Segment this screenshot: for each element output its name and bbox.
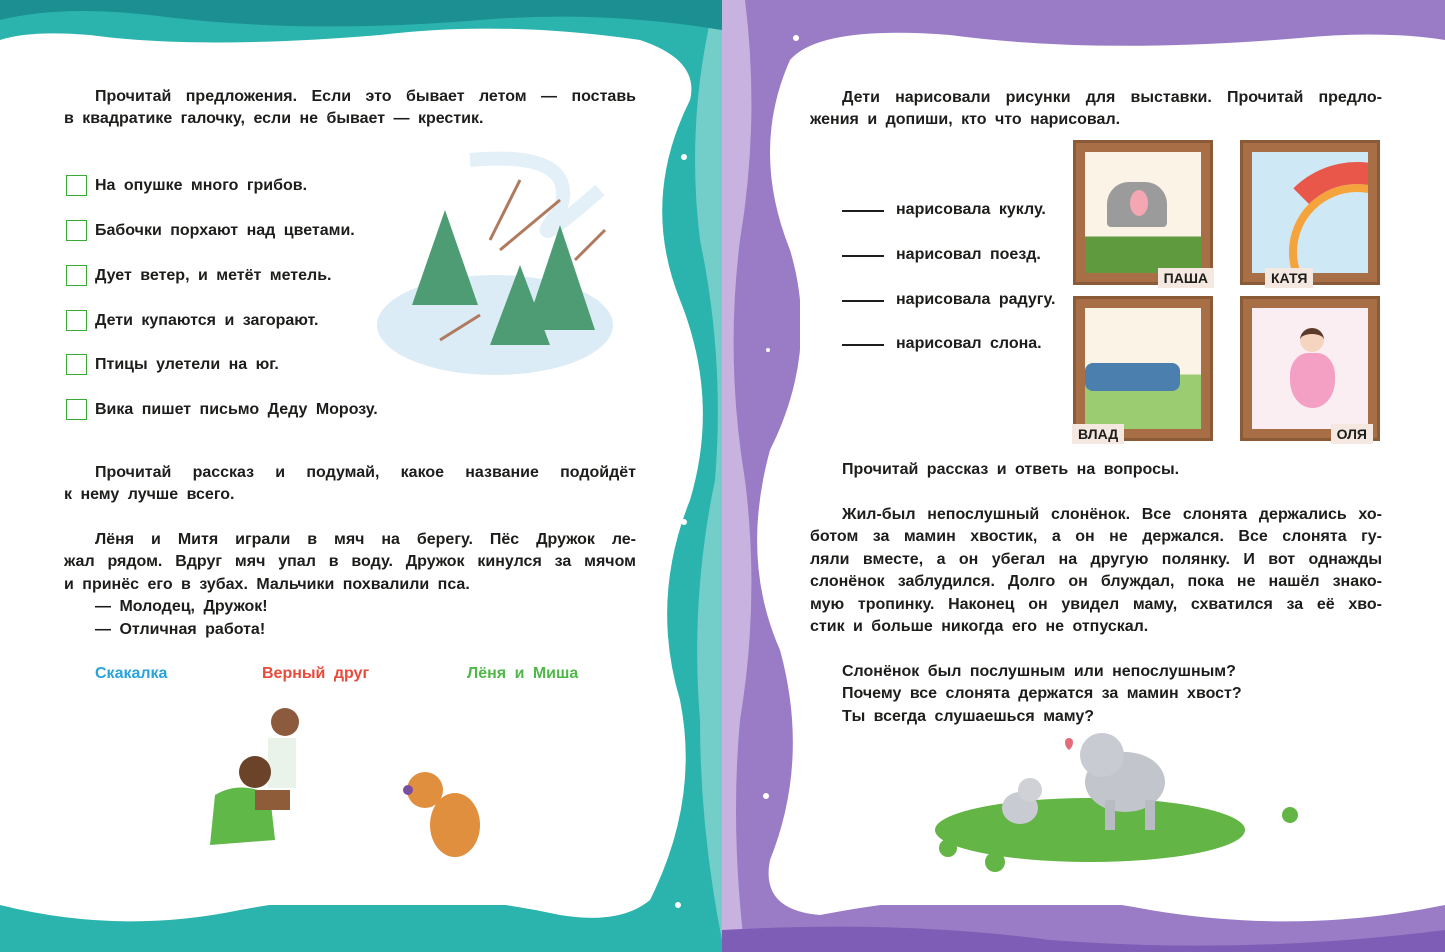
dialog-line: — Отличная работа!	[95, 621, 266, 638]
answer-blank[interactable]	[842, 344, 884, 346]
answer-blank[interactable]	[842, 210, 884, 212]
checkbox-6[interactable]	[66, 399, 87, 420]
sentence-text: нарисовал поезд.	[896, 246, 1041, 263]
statement-3: Дует ветер, и метёт метель.	[95, 267, 332, 284]
checkbox-5[interactable]	[66, 354, 87, 375]
title-option-skakalka[interactable]: Скакалка	[95, 665, 168, 682]
dialog-line: — Молодец, Дружок!	[95, 598, 268, 615]
title-option-lenya-i-misha[interactable]: Лёня и Миша	[467, 665, 579, 682]
picture-frame-rainbow	[1240, 140, 1380, 285]
sentence-text: нарисовал слона.	[896, 335, 1042, 352]
statement-4: Дети купаются и загорают.	[95, 312, 319, 329]
task1-instruction-line: в квадратике галочку, если не бывает — крестик.	[64, 110, 484, 127]
fill-in-sentence-3[interactable]	[842, 289, 1055, 311]
story-line: Лёня и Митя играли в мяч на берегу. Пёс Дружок ле-	[95, 531, 636, 548]
picture-frame-train	[1073, 296, 1213, 441]
statement-2: Бабочки порхают над цветами.	[95, 222, 355, 239]
fill-in-sentence-1[interactable]	[842, 199, 1046, 221]
checkbox-2[interactable]	[66, 220, 87, 241]
fill-in-sentence-2[interactable]	[842, 244, 1041, 266]
picture-label: КАТЯ	[1265, 268, 1313, 288]
task3-instruction-line: Дети нарисовали рисунки для выставки. Прочитай предло-	[842, 89, 1382, 106]
task4-title: Прочитай рассказ и ответь на вопросы.	[842, 461, 1180, 478]
statement-5: Птицы улетели на юг.	[95, 356, 279, 373]
task3-instruction-line: жения и допиши, кто что нарисовал.	[810, 111, 1121, 128]
story-line: ляли вместе, а он убегал на другую полянку. И вот однажды	[810, 551, 1382, 568]
checkbox-4[interactable]	[66, 310, 87, 331]
title-option-verny-drug[interactable]: Верный друг	[262, 665, 370, 682]
story-line: слонёнок заблудился. Долго он блуждал, пока не нашёл знако-	[810, 573, 1382, 590]
checkbox-3[interactable]	[66, 265, 87, 286]
answer-blank[interactable]	[842, 255, 884, 257]
story-line: ботом за мамин хвостик, а он не держался. Все слонята гу-	[810, 528, 1382, 545]
story-line: Жил-был непослушный слонёнок. Все слонята держались хо-	[842, 506, 1382, 523]
task2-instruction-line: к нему лучше всего.	[64, 486, 235, 503]
question-3: Ты всегда слушаешься маму?	[842, 708, 1095, 725]
sentence-text: нарисовала куклу.	[896, 201, 1046, 218]
statement-1: На опушке много грибов.	[95, 177, 308, 194]
statement-6: Вика пишет письмо Деду Морозу.	[95, 401, 378, 418]
sentence-text: нарисовала радугу.	[896, 291, 1056, 308]
checkbox-1[interactable]	[66, 175, 87, 196]
fill-in-sentence-4[interactable]	[842, 333, 1042, 355]
task1-instruction-line: Прочитай предложения. Если это бывает летом — поставь	[95, 88, 636, 105]
question-1: Слонёнок был послушным или непослушным?	[842, 663, 1236, 680]
picture-label: ПАША	[1158, 268, 1214, 288]
story-line: и принёс его в зубах. Мальчики похвалили пса.	[64, 576, 470, 593]
picture-label: ВЛАД	[1072, 424, 1124, 444]
answer-blank[interactable]	[842, 300, 884, 302]
question-2: Почему все слонята держатся за мамин хвост?	[842, 685, 1242, 702]
picture-frame-elephant	[1073, 140, 1213, 285]
task2-instruction-line: Прочитай рассказ и подумай, какое название подойдёт	[95, 464, 636, 481]
picture-label: ОЛЯ	[1331, 424, 1373, 444]
story-line: стик и больше никогда его не отпускал.	[810, 618, 1149, 635]
story-line: жал рядом. Вдруг мяч упал в воду. Дружок кинулся за мячом	[64, 553, 636, 570]
picture-frame-doll	[1240, 296, 1380, 441]
story-line: мую тропинку. Наконец он увидел маму, схватился за её хво-	[810, 596, 1382, 613]
